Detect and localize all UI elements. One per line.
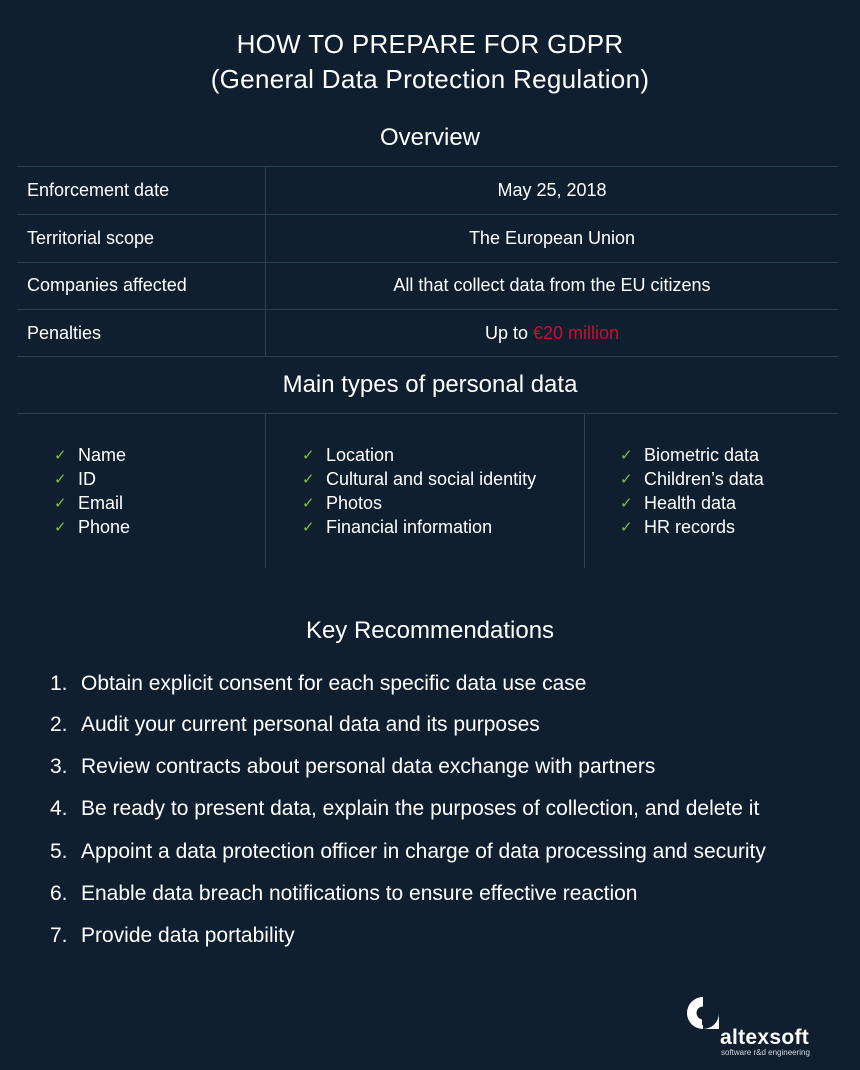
checkmark-icon: ✓ [620,447,633,464]
list-item [50,924,295,948]
altexsoft-logo [684,994,819,1056]
checkmark-icon: ✓ [54,471,67,488]
logo-name: altexsoft [720,1026,810,1049]
checkmark-icon: ✓ [620,471,633,488]
list-item [50,755,655,779]
list-item [302,467,536,491]
item-text: Review contracts about personal data exchange with partners [81,755,656,778]
personal-data-heading: Main types of personal data [282,371,578,398]
checkmark-icon: ✓ [54,519,67,536]
item-text: Audit your current personal data and its purposes [81,713,540,736]
list-item-label: HR records [644,516,736,537]
altexsoft-logo-icon [686,996,720,1030]
list-item [620,491,764,515]
row-label: Companies affected [27,275,187,295]
section-divider [17,413,838,414]
row-value: The European Union [468,228,636,248]
checkmark-icon: ✓ [620,495,633,512]
item-number: 7. [50,924,68,947]
data-types-column [54,443,130,539]
list-item-label: Phone [78,516,131,537]
list-item [302,491,536,515]
checkmark-icon: ✓ [302,447,315,464]
list-item [54,515,130,539]
checkmark-icon: ✓ [302,495,315,512]
item-text: Provide data portability [81,924,295,947]
item-number: 2. [50,713,68,736]
checkmark-icon: ✓ [54,447,67,464]
item-text: Obtain explicit consent for each specific data use case [81,672,587,695]
list-item-label: Biometric data [644,444,760,465]
data-types-column [620,443,764,539]
list-item-label: Name [78,444,127,465]
item-number: 6. [50,882,68,905]
checkmark-icon: ✓ [620,519,633,536]
checkmark-icon: ✓ [302,471,315,488]
list-item-label: Photos [326,492,383,513]
recommendations-heading: Key Recommendations [305,617,555,644]
list-item-label: ID [78,468,96,489]
list-item-label: Health data [644,492,737,513]
list-item [620,443,764,467]
penalty-amount: €20 million [532,323,620,343]
item-number: 3. [50,755,68,778]
item-text: Be ready to present data, explain the purposes of collection, and delete it [81,797,760,820]
list-item-label: Email [78,492,124,513]
list-item [54,467,130,491]
list-item [302,443,536,467]
data-types-column [302,443,536,539]
overview-heading: Overview [379,124,481,151]
list-item-label: Location [326,444,395,465]
item-text: Enable data breach notifications to ensure effective reaction [81,882,638,905]
list-item [50,797,759,821]
list-item [54,443,130,467]
penalty-prefix: Up to [484,323,533,343]
row-label: Enforcement date [27,180,170,200]
item-number: 4. [50,797,68,820]
table-divider [17,166,838,167]
item-number: 5. [50,840,68,863]
list-item [50,672,586,696]
list-item-label: Children’s data [644,468,764,489]
list-item [50,713,540,737]
list-item [620,467,764,491]
row-label: Penalties [27,323,102,343]
list-item [620,515,764,539]
row-label: Territorial scope [27,228,155,248]
subtitle: (General Data Protection Regulation) [210,64,650,94]
table-divider [17,214,838,215]
item-text: Appoint a data protection officer in charge of data processing and security [81,840,766,863]
row-value: All that collect data from the EU citizens [393,275,711,295]
list-item [50,840,766,864]
list-item [50,882,637,906]
title: HOW TO PREPARE FOR GDPR [236,29,624,59]
item-number: 1. [50,672,68,695]
checkmark-icon: ✓ [302,519,315,536]
row-value [266,323,838,344]
checkmark-icon: ✓ [54,495,67,512]
list-item-label: Cultural and social identity [326,468,537,489]
table-divider [17,262,838,263]
column-divider [265,414,266,568]
logo-tagline: software r&d engineering [721,1048,810,1057]
list-item [302,515,536,539]
table-divider [17,356,838,357]
list-item-label: Financial information [326,516,493,537]
table-divider [17,309,838,310]
row-value: May 25, 2018 [497,180,607,200]
column-divider [584,414,585,568]
list-item [54,491,130,515]
